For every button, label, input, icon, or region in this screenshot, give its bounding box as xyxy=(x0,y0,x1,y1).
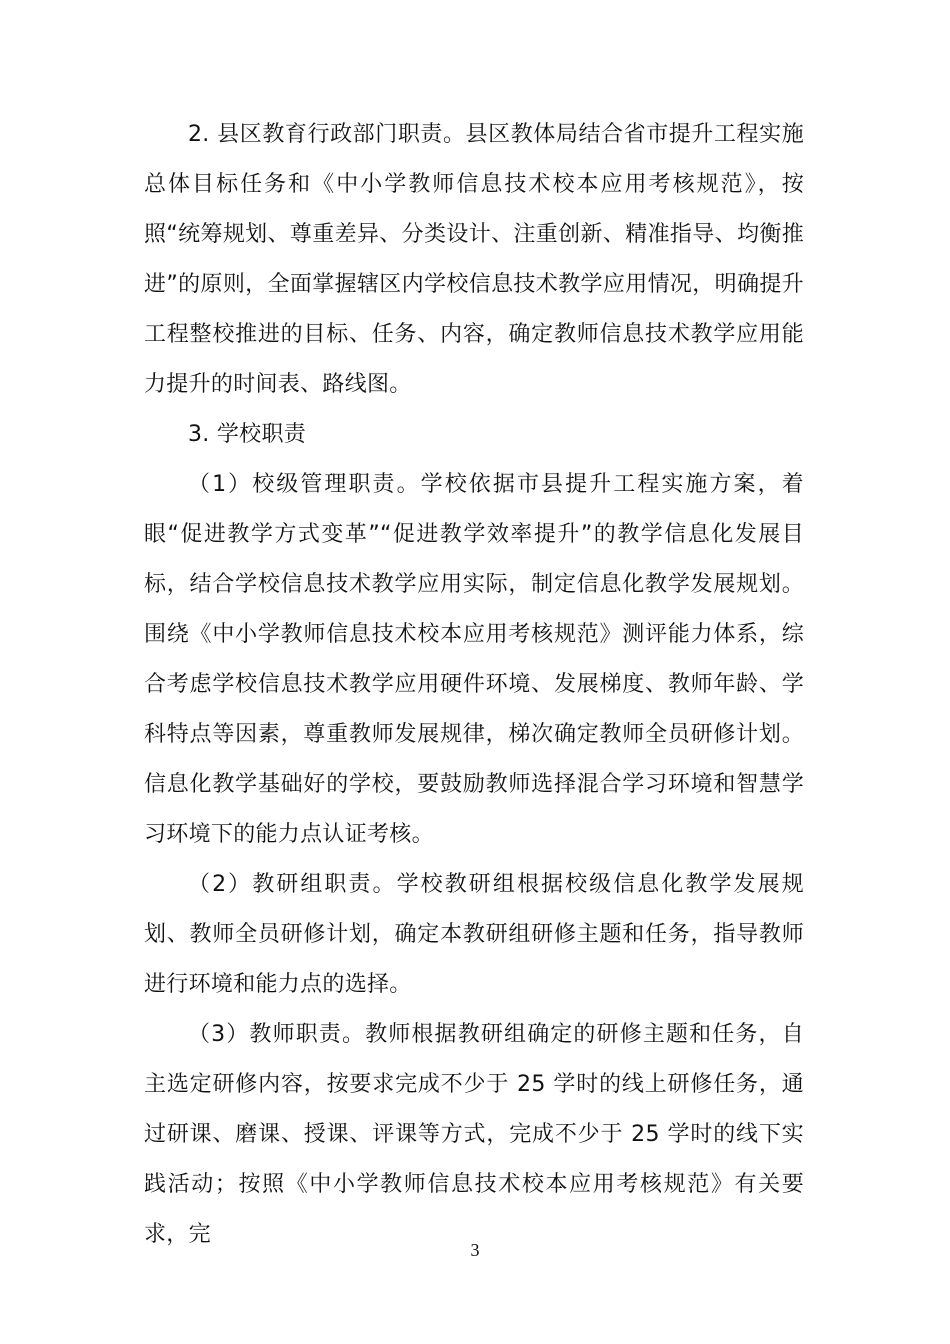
paragraph-research-group: （2）教研组职责。学校教研组根据校级信息化教学发展规划、教师全员研修计划，确定本教研组研修主题和任务，指导教师进行环境和能力点的选择。 xyxy=(144,872,804,997)
document-body xyxy=(144,110,804,1260)
paragraph-school-management: （1）校级管理职责。学校依据市县提升工程实施方案，着眼“促进教学方式变革”“促进教学效率提升”的教学信息化发展目标，结合学校信息技术教学应用实际，制定信息化教学发展规划。围绕《中小学教师信息技术校本应用考核规范》测评能力体系，综合考虑学校信息技术教学应用硬件环境、发展梯度、教师年龄、学科特点等因素，尊重教师发展规律，梯次确定教师全员研修计划。信息化教学基础好的学校，要鼓励教师选择混合学习环境和智慧学习环境下的能力点认证考核。 xyxy=(144,472,804,847)
heading-school-responsibilities: 3. 学校职责 xyxy=(188,422,307,447)
page-number: 3 xyxy=(470,1240,480,1260)
paragraph-teacher-responsibilities: （3）教师职责。教师根据教研组确定的研修主题和任务，自主选定研修内容，按要求完成不少于 25 学时的线上研修任务，通过研课、磨课、授课、评课等方式，完成不少于 25 学时的线下实践活动；按照《中小学教师信息技术校本应用考核规范》有关要求，完 xyxy=(144,1022,804,1247)
paragraph-county-responsibilities: 2. 县区教育行政部门职责。县区教体局结合省市提升工程实施总体目标任务和《中小学教师信息技术校本应用考核规范》，按照“统筹规划、尊重差异、分类设计、注重创新、精准指导、均衡推进”的原则，全面掌握辖区内学校信息技术教学应用情况，明确提升工程整校推进的目标、任务、内容，确定教师信息技术教学应用能力提升的时间表、路线图。 xyxy=(144,122,804,397)
